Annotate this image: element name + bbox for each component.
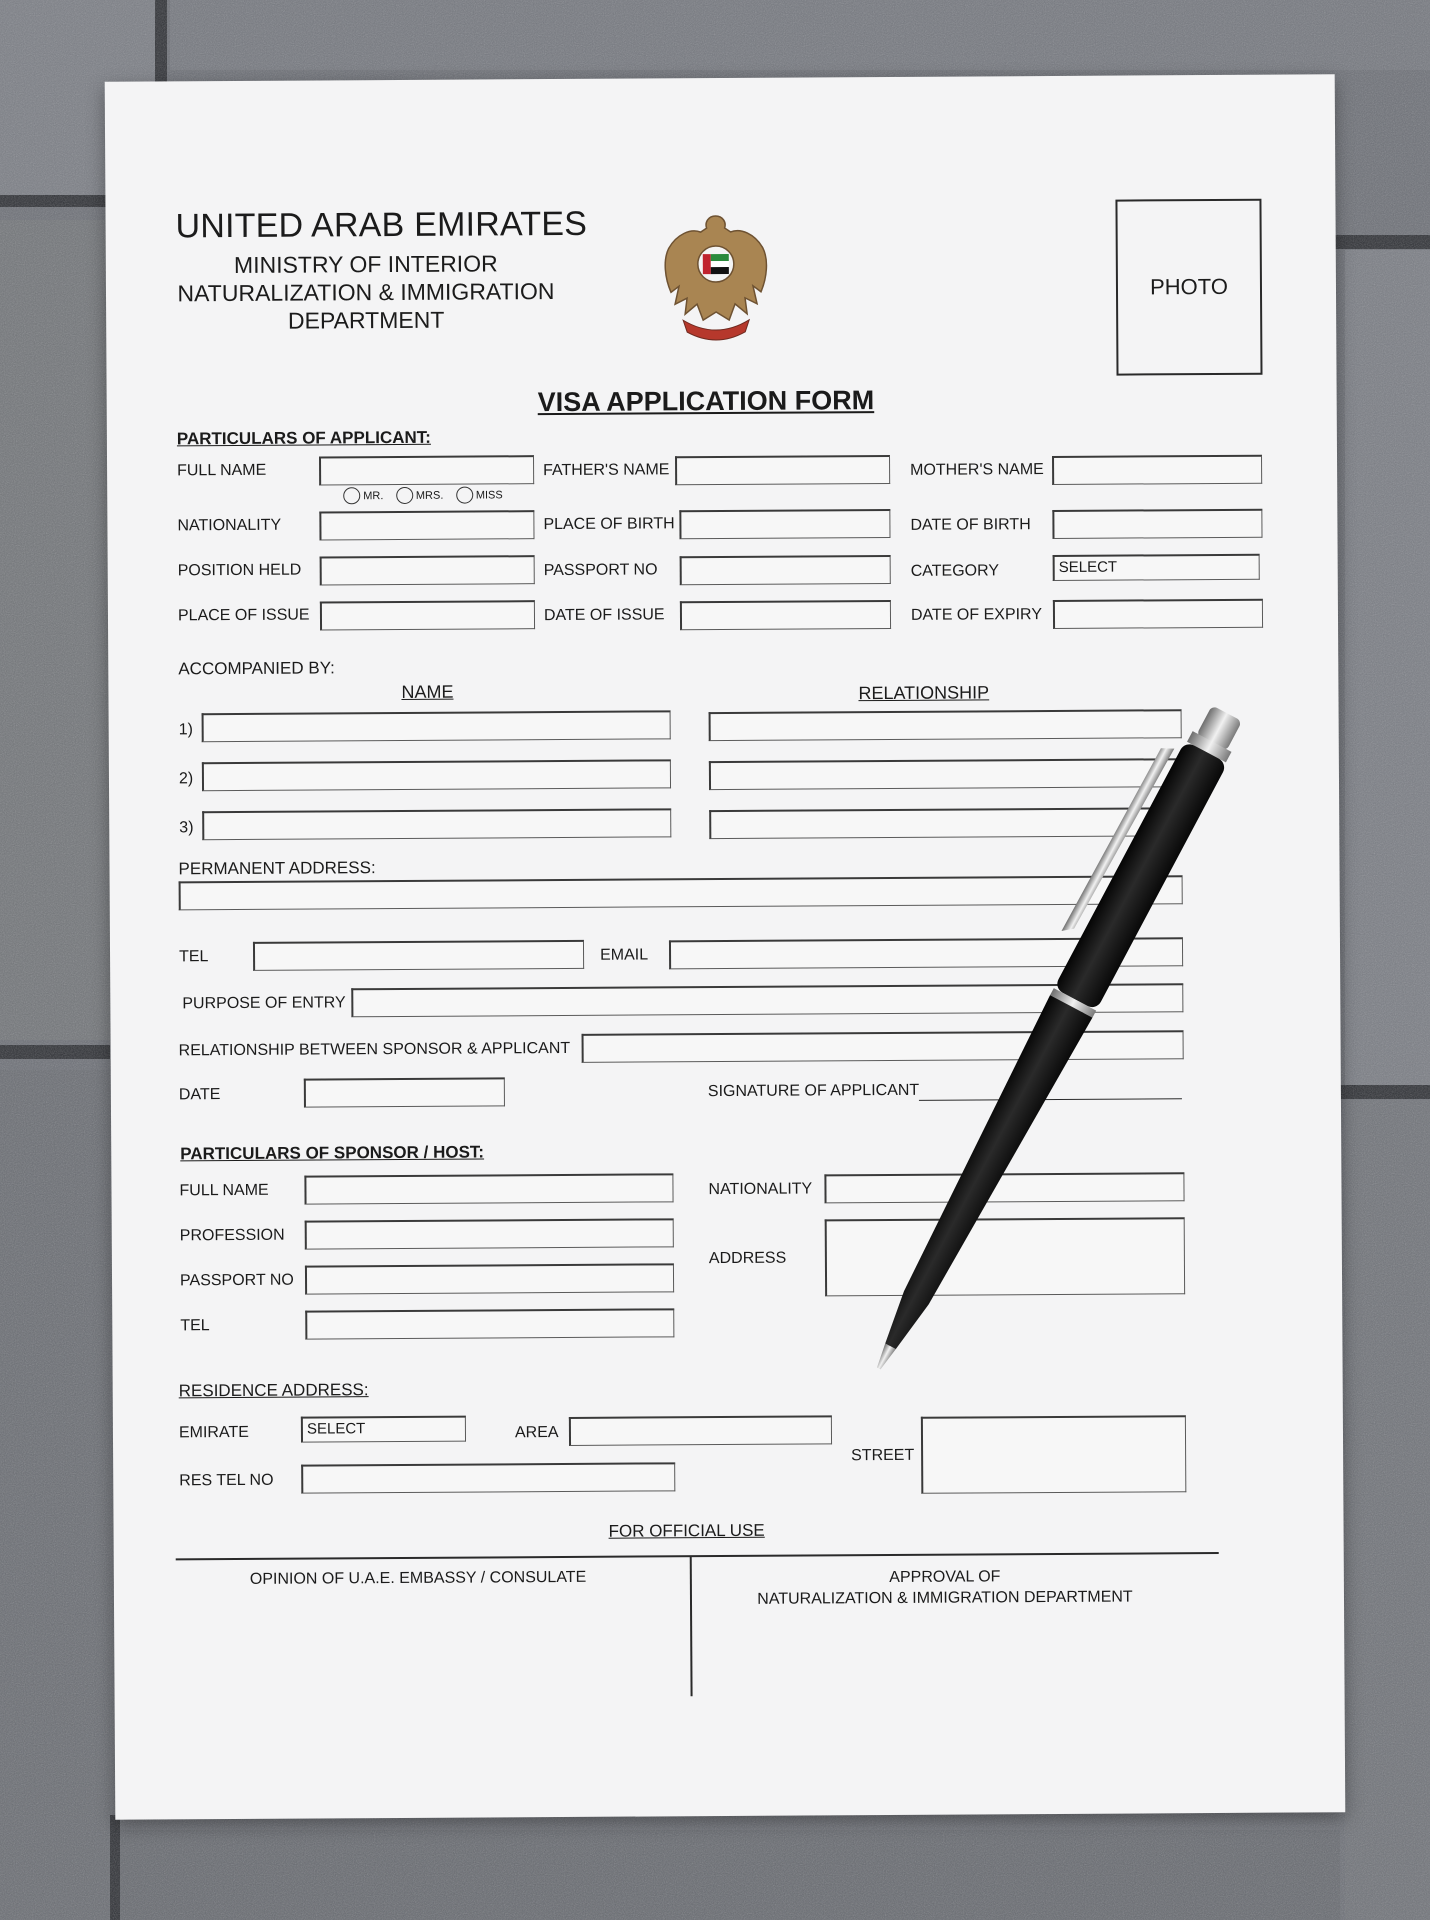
purpose-of-entry-label: PURPOSE OF ENTRY (182, 994, 346, 1013)
sponsor-passport-no-label: PASSPORT NO (179, 1271, 294, 1290)
form-title: VISA APPLICATION FORM (537, 385, 875, 418)
sponsor-full-name-label: FULL NAME (179, 1181, 269, 1200)
emirate-label: EMIRATE (178, 1423, 249, 1442)
date-of-birth-label: DATE OF BIRTH (910, 516, 1031, 534)
applicant-section-heading: PARTICULARS OF APPLICANT: (176, 427, 431, 449)
department-line-1: NATURALIZATION & IMMIGRATION (177, 278, 555, 307)
sponsor-tel-label: TEL (180, 1317, 210, 1335)
official-use-heading: FOR OFFICIAL USE (608, 1520, 765, 1541)
place-of-birth-label: PLACE OF BIRTH (543, 515, 675, 534)
sponsor-relationship-label: RELATIONSHIP BETWEEN SPONSOR & APPLICANT (178, 1039, 571, 1060)
row-number-1: 1) (178, 721, 193, 739)
sponsor-section-heading: PARTICULARS OF SPONSOR / HOST: (180, 1142, 485, 1164)
res-tel-label: RES TEL NO (179, 1471, 274, 1490)
passport-no-label: PASSPORT NO (543, 561, 658, 580)
embassy-opinion-label: OPINION OF U.A.E. EMBASSY / CONSULATE (249, 1568, 587, 1588)
date-label: DATE (178, 1086, 221, 1104)
ministry-line: MINISTRY OF INTERIOR (233, 250, 498, 278)
relationship-column-header: RELATIONSHIP (858, 682, 990, 704)
row-number-3: 3) (179, 819, 194, 837)
position-held-label: POSITION HELD (177, 561, 302, 580)
category-label: CATEGORY (910, 562, 1000, 580)
mothers-name-label: MOTHER'S NAME (910, 461, 1044, 479)
place-of-issue-label: PLACE OF ISSUE (177, 606, 310, 625)
tel-label: TEL (178, 948, 209, 966)
fathers-name-label: FATHER'S NAME (543, 461, 670, 480)
full-name-label: FULL NAME (177, 461, 267, 480)
emirate-select[interactable]: SELECT (301, 1416, 466, 1443)
radio-miss-label: MISS (475, 489, 503, 502)
approval-line-2: NATURALIZATION & IMMIGRATION DEPARTMENT (757, 1588, 1133, 1608)
country-heading: UNITED ARAB EMIRATES (175, 204, 588, 246)
name-column-header: NAME (401, 681, 454, 702)
signature-label: SIGNATURE OF APPLICANT (707, 1081, 920, 1101)
permanent-address-label: PERMANENT ADDRESS: (178, 858, 376, 879)
sponsor-profession-label: PROFESSION (179, 1226, 285, 1245)
nationality-label: NATIONALITY (177, 516, 282, 535)
photo-label: PHOTO (1149, 273, 1228, 300)
date-of-issue-label: DATE OF ISSUE (543, 606, 665, 625)
department-line-2: DEPARTMENT (287, 306, 445, 334)
area-label: AREA (514, 1424, 559, 1442)
row-number-2: 2) (178, 770, 194, 788)
date-of-expiry-label: DATE OF EXPIRY (910, 606, 1043, 624)
approval-line-1: APPROVAL OF (889, 1568, 1001, 1587)
sponsor-nationality-label: NATIONALITY (708, 1180, 813, 1199)
email-label: EMAIL (599, 946, 649, 964)
sponsor-address-label: ADDRESS (708, 1249, 787, 1268)
category-select[interactable]: SELECT (1053, 554, 1260, 581)
radio-mrs-label: MRS. (415, 489, 444, 502)
accompanied-by-label: ACCOMPANIED BY: (178, 658, 335, 679)
radio-mr-label: MR. (363, 489, 384, 502)
street-label: STREET (851, 1446, 915, 1465)
residence-section-heading: RESIDENCE ADDRESS: (178, 1380, 369, 1401)
